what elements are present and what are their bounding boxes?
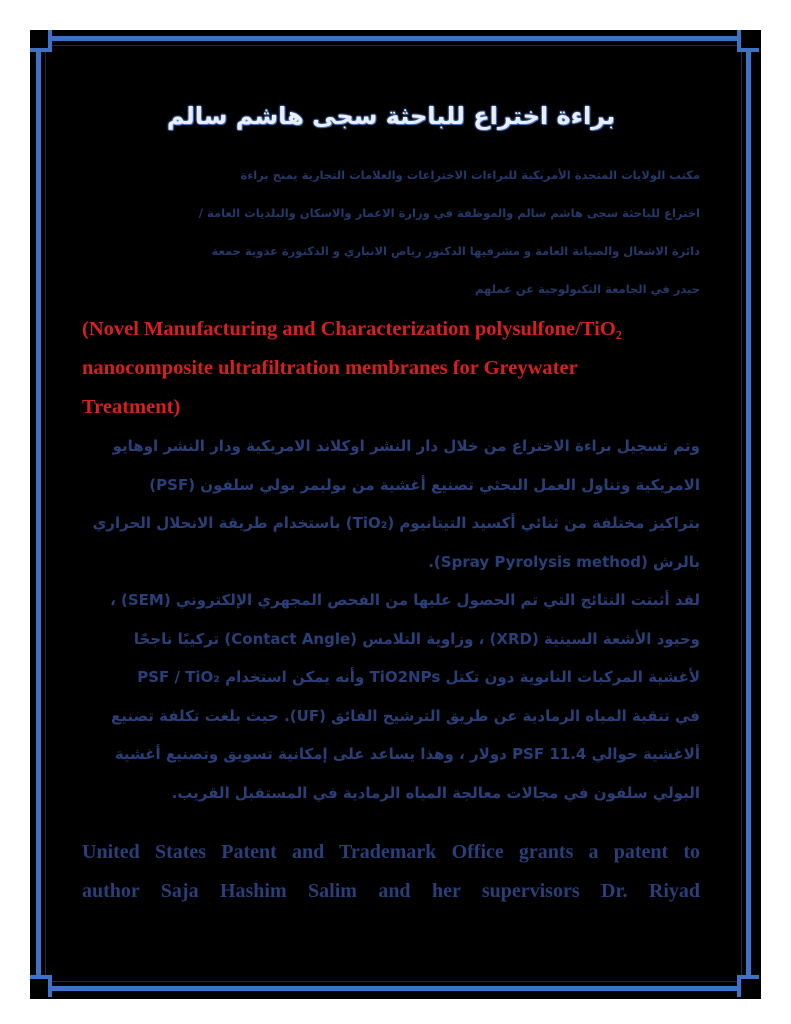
invention-title-line: Treatment) (82, 396, 181, 418)
paragraph-line: وحيود الأشعة السينية (XRD) ، وزاوية التلامس (Contact Angle) تركيبًا ناجحًا (133, 629, 700, 648)
paragraph-line: الامريكية وتناول العمل البحثي تصنيع أغشية من بوليمر بولي سلفون (PSF) (149, 475, 700, 494)
paragraph-line: وتم تسجيل براءة الاختراع من خلال دار النشر اوكلاند الامريكية ودار النشر اوهايو (112, 437, 700, 455)
intro-line: اختراع للباحثة سجى هاشم سالم والموظفة في وزارة الاعمار والاسكان والبلديات العامة / (198, 206, 700, 220)
paragraph-line: البولي سلفون في مجالات معالجة المياه الرمادية في المستقبل القريب. (171, 783, 700, 802)
document-content (82, 92, 700, 972)
paragraph-line: في تنقية المياه الرمادية عن طريق الترشيح الفائق (UF). حيث بلغت تكلفة تصنيع (111, 706, 700, 725)
paragraph-line: بتراكيز مختلفة من ثنائي أكسيد التيتانيوم (TiO₂) باستخدام طريقة الانحلال الحراري (92, 514, 700, 532)
paragraph-line: لقد أثبتت النتائج التي تم الحصول عليها من الفحص المجهري الإلكتروني (SEM) ، (110, 591, 700, 609)
english-summary-paragraph (82, 833, 700, 911)
paragraph-line: ألاغشية حوالي PSF 11.4 دولار ، وهذا يساعد على إمكانية تسويق وتصنيع أغشية (114, 745, 700, 763)
paragraph-line: لأغشية المركبات النانوية دون تكتل TiO2NPs وأنه يمكن استخدام PSF / TiO₂ (137, 668, 700, 686)
frame-corner-top-right (737, 30, 759, 52)
invention-title-line: nanocomposite ultrafiltration membranes for Greywater (82, 357, 578, 379)
intro-paragraph (82, 156, 700, 308)
page-title: براءة اختراع للباحثة سجى هاشم سالم (166, 102, 616, 130)
frame-corner-bottom-right (737, 975, 759, 997)
invention-title-english (82, 310, 700, 427)
intro-line: مكتب الولايات المتحدة الأمريكية للبراءات الاختراعات والعلامات التجارية يمنح براءة (240, 168, 700, 182)
english-line: United States Patent and Trademark Office grants a patent to (82, 841, 700, 863)
paragraph-line: بالرش (Spray Pyrolysis method). (428, 552, 700, 571)
english-line: author Saja Hashim Salim and her supervisors Dr. Riyad (82, 880, 700, 902)
results-paragraph (82, 581, 700, 812)
invention-title-line: (Novel Manufacturing and Characterization polysulfone/TiO₂ (82, 318, 622, 340)
frame-corner-top-left (30, 30, 52, 52)
frame-corner-bottom-left (30, 975, 52, 997)
intro-line: حيدر في الجامعة التكنولوجية عن عملهم (475, 282, 700, 296)
registration-paragraph (82, 427, 700, 581)
intro-line: دائرة الاشغال والصيانة العامة و مشرفيها الدكتور رياض الانباري و الدكتورة عدوية جمعة (211, 244, 700, 258)
